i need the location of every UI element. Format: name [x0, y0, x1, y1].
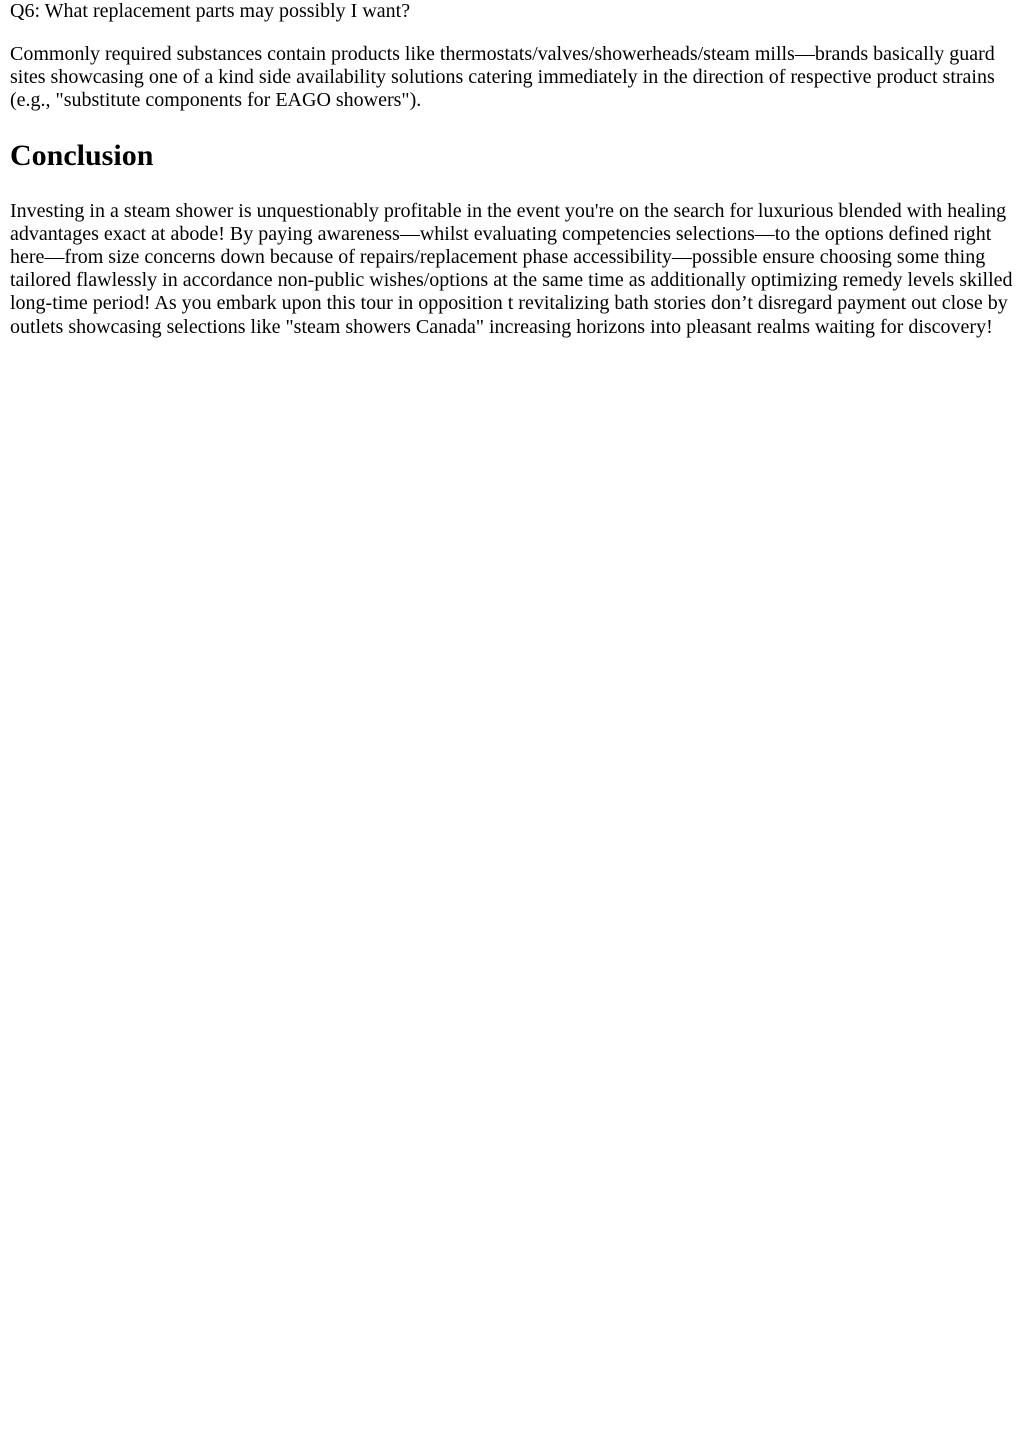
faq-answer-paragraph: Commonly required substances contain products like thermostats/valves/showerheads/steam mills—brands basically guard sites showcasing one of a kind side availability solutions catering immediately in the direction of respective product strains (e.g., "substitute components for EAGO showers").: [10, 43, 995, 112]
faq-question: Q6: What replacement parts may possibly I want?: [10, 0, 411, 22]
document-page: [10, 0, 1014, 339]
conclusion-paragraph: Investing in a steam shower is unquestionably profitable in the event you're on the search for luxurious blended with healing advantages exact at abode! By paying awareness—whilst evaluating competencies selections—to the options defined right here—from size concerns down because of repairs/replacement phase accessibility—possible ensure choosing some thing tailored flawlessly in accordance non-public wishes/options at the same time as additionally optimizing remedy levels skilled long-time period! As you embark upon this tour in opposition t revitalizing bath stories don’t disregard payment out close by outlets showcasing selections like "steam showers Canada" increasing horizons into pleasant realms waiting for discovery!: [10, 199, 1013, 338]
conclusion-heading: Conclusion: [10, 138, 154, 172]
